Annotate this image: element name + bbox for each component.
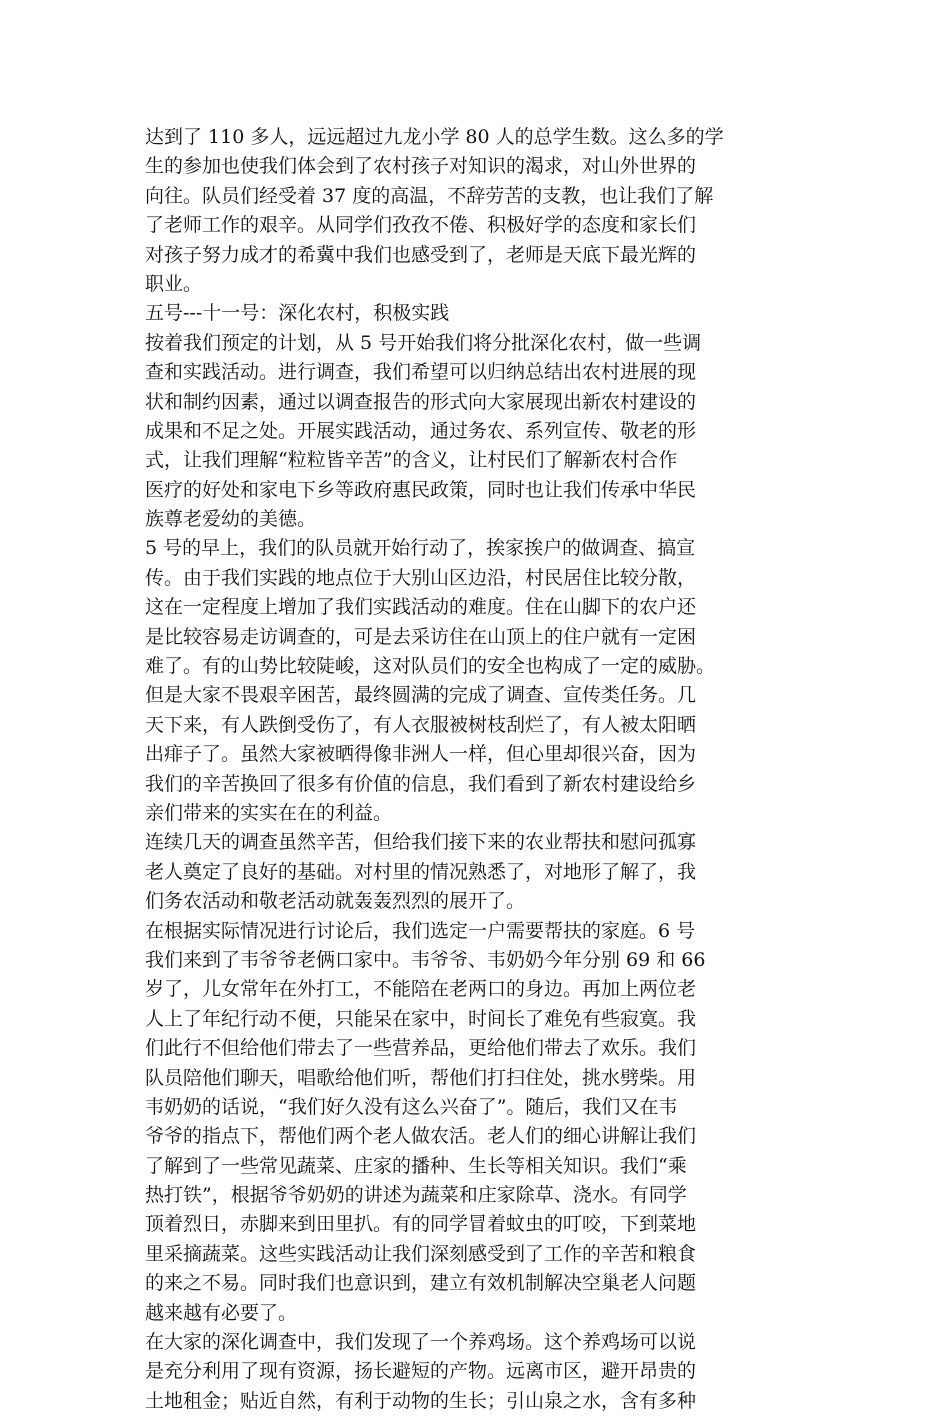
- document-body: [145, 123, 810, 1416]
- text-line: 顶着烈日，赤脚来到田里扒。有的同学冒着蚊虫的叮咬，下到菜地: [145, 1213, 697, 1236]
- text-line: 我们的辛苦换回了很多有价值的信息，我们看到了新农村建设给乡: [145, 772, 697, 795]
- text-line: 们务农活动和敬老活动就轰轰烈烈的展开了。: [145, 890, 526, 913]
- text-line: 人上了年纪行动不便，只能呆在家中，时间长了难免有些寂寞。我: [145, 1007, 697, 1030]
- text-line: 天下来，有人跌倒受伤了，有人衣服被树枝刮烂了，有人被太阳晒: [145, 713, 697, 736]
- text-line: 韦奶奶的话说，“我们好久没有这么兴奋了”。随后，我们又在韦: [145, 1095, 678, 1118]
- text-line: 职业。: [145, 272, 203, 295]
- text-line: 传。由于我们实践的地点位于大别山区边沿，村民居住比较分散，: [145, 566, 697, 589]
- text-line: 队员陪他们聊天，唱歌给他们听，帮他们打扫住处，挑水劈柴。用: [145, 1066, 697, 1089]
- section-heading: 五号---十一号：深化农村，积极实践: [145, 302, 450, 325]
- text-line: 我们来到了韦爷爷老俩口家中。韦爷爷、韦奶奶今年分别 69 和 66: [145, 948, 706, 971]
- text-line: 了解到了一些常见蔬菜、庄家的播种、生长等相关知识。我们“乘: [145, 1154, 687, 1177]
- text-line: 对孩子努力成才的希冀中我们也感受到了，老师是天底下最光辉的: [145, 243, 697, 266]
- text-line: 难了。有的山势比较陡峻，这对队员们的安全也构成了一定的威胁。: [145, 655, 716, 678]
- text-line: 里采摘蔬菜。这些实践活动让我们深刻感受到了工作的辛苦和粮食: [145, 1242, 697, 1265]
- text-line: 老人奠定了良好的基础。对村里的情况熟悉了，对地形了解了，我: [145, 860, 697, 883]
- text-line: 族尊老爱幼的美德。: [145, 508, 317, 531]
- text-line: 的来之不易。同时我们也意识到，建立有效机制解决空巢老人问题: [145, 1272, 697, 1295]
- text-line: 成果和不足之处。开展实践活动，通过务农、系列宣传、敬老的形: [145, 419, 697, 442]
- text-line: 达到了 110 多人，远远超过九龙小学 80 人的总学生数。这么多的学: [145, 126, 724, 148]
- text-line: 热打铁”，根据爷爷奶奶的讲述为蔬菜和庄家除草、浇水。有同学: [145, 1184, 687, 1207]
- text-line: 越来越有必要了。: [145, 1301, 298, 1324]
- text-line: 爷爷的指点下，帮他们两个老人做农活。老人们的细心讲解让我们: [145, 1125, 697, 1148]
- text-line: 式，让我们理解“粒粒皆辛苦”的含义，让村民们了解新农村合作: [145, 449, 678, 472]
- text-line: 出痱子了。虽然大家被晒得像非洲人一样，但心里却很兴奋，因为: [145, 743, 697, 766]
- text-line: 这在一定程度上增加了我们实践活动的难度。住在山脚下的农户还: [145, 596, 697, 619]
- text-line: 在大家的深化调查中，我们发现了一个养鸡场。这个养鸡场可以说: [145, 1331, 697, 1354]
- text-line: 连续几天的调查虽然辛苦，但给我们接下来的农业帮扶和慰问孤寡: [145, 831, 697, 854]
- text-line: 状和制约因素，通过以调查报告的形式向大家展现出新农村建设的: [145, 390, 697, 413]
- text-line: 是充分利用了现有资源，扬长避短的产物。远离市区，避开昂贵的: [145, 1360, 697, 1383]
- text-line: 但是大家不畏艰辛困苦，最终圆满的完成了调查、宣传类任务。几: [145, 684, 697, 707]
- text-line: 们此行不但给他们带去了一些营养品，更给他们带去了欢乐。我们: [145, 1037, 697, 1060]
- text-line: 土地租金；贴近自然，有利于动物的生长；引山泉之水，含有多种: [145, 1389, 697, 1412]
- text-line: 生的参加也使我们体会到了农村孩子对知识的渴求，对山外世界的: [145, 155, 697, 178]
- text-line: 岁了，儿女常年在外打工，不能陪在老两口的身边。再加上两位老: [145, 978, 697, 1001]
- text-line: 向往。队员们经受着 37 度的高温，不辞劳苦的支教，也让我们了解: [145, 184, 714, 207]
- text-line: 医疗的好处和家电下乡等政府惠民政策，同时也让我们传承中华民: [145, 478, 697, 501]
- text-line: 在根据实际情况进行讨论后，我们选定一户需要帮扶的家庭。6 号: [145, 919, 696, 942]
- text-line: 查和实践活动。进行调查，我们希望可以归纳总结出农村进展的现: [145, 361, 697, 384]
- text-line: 5 号的早上，我们的队员就开始行动了，挨家挨户的做调查、搞宣: [145, 537, 696, 560]
- text-line: 了老师工作的艰辛。从同学们孜孜不倦、积极好学的态度和家长们: [145, 214, 697, 237]
- text-line: 是比较容易走访调查的，可是去采访住在山顶上的住户就有一定困: [145, 625, 697, 648]
- text-line: 亲们带来的实实在在的利益。: [145, 801, 393, 824]
- text-line: 按着我们预定的计划，从 5 号开始我们将分批深化农村，做一些调: [145, 331, 702, 354]
